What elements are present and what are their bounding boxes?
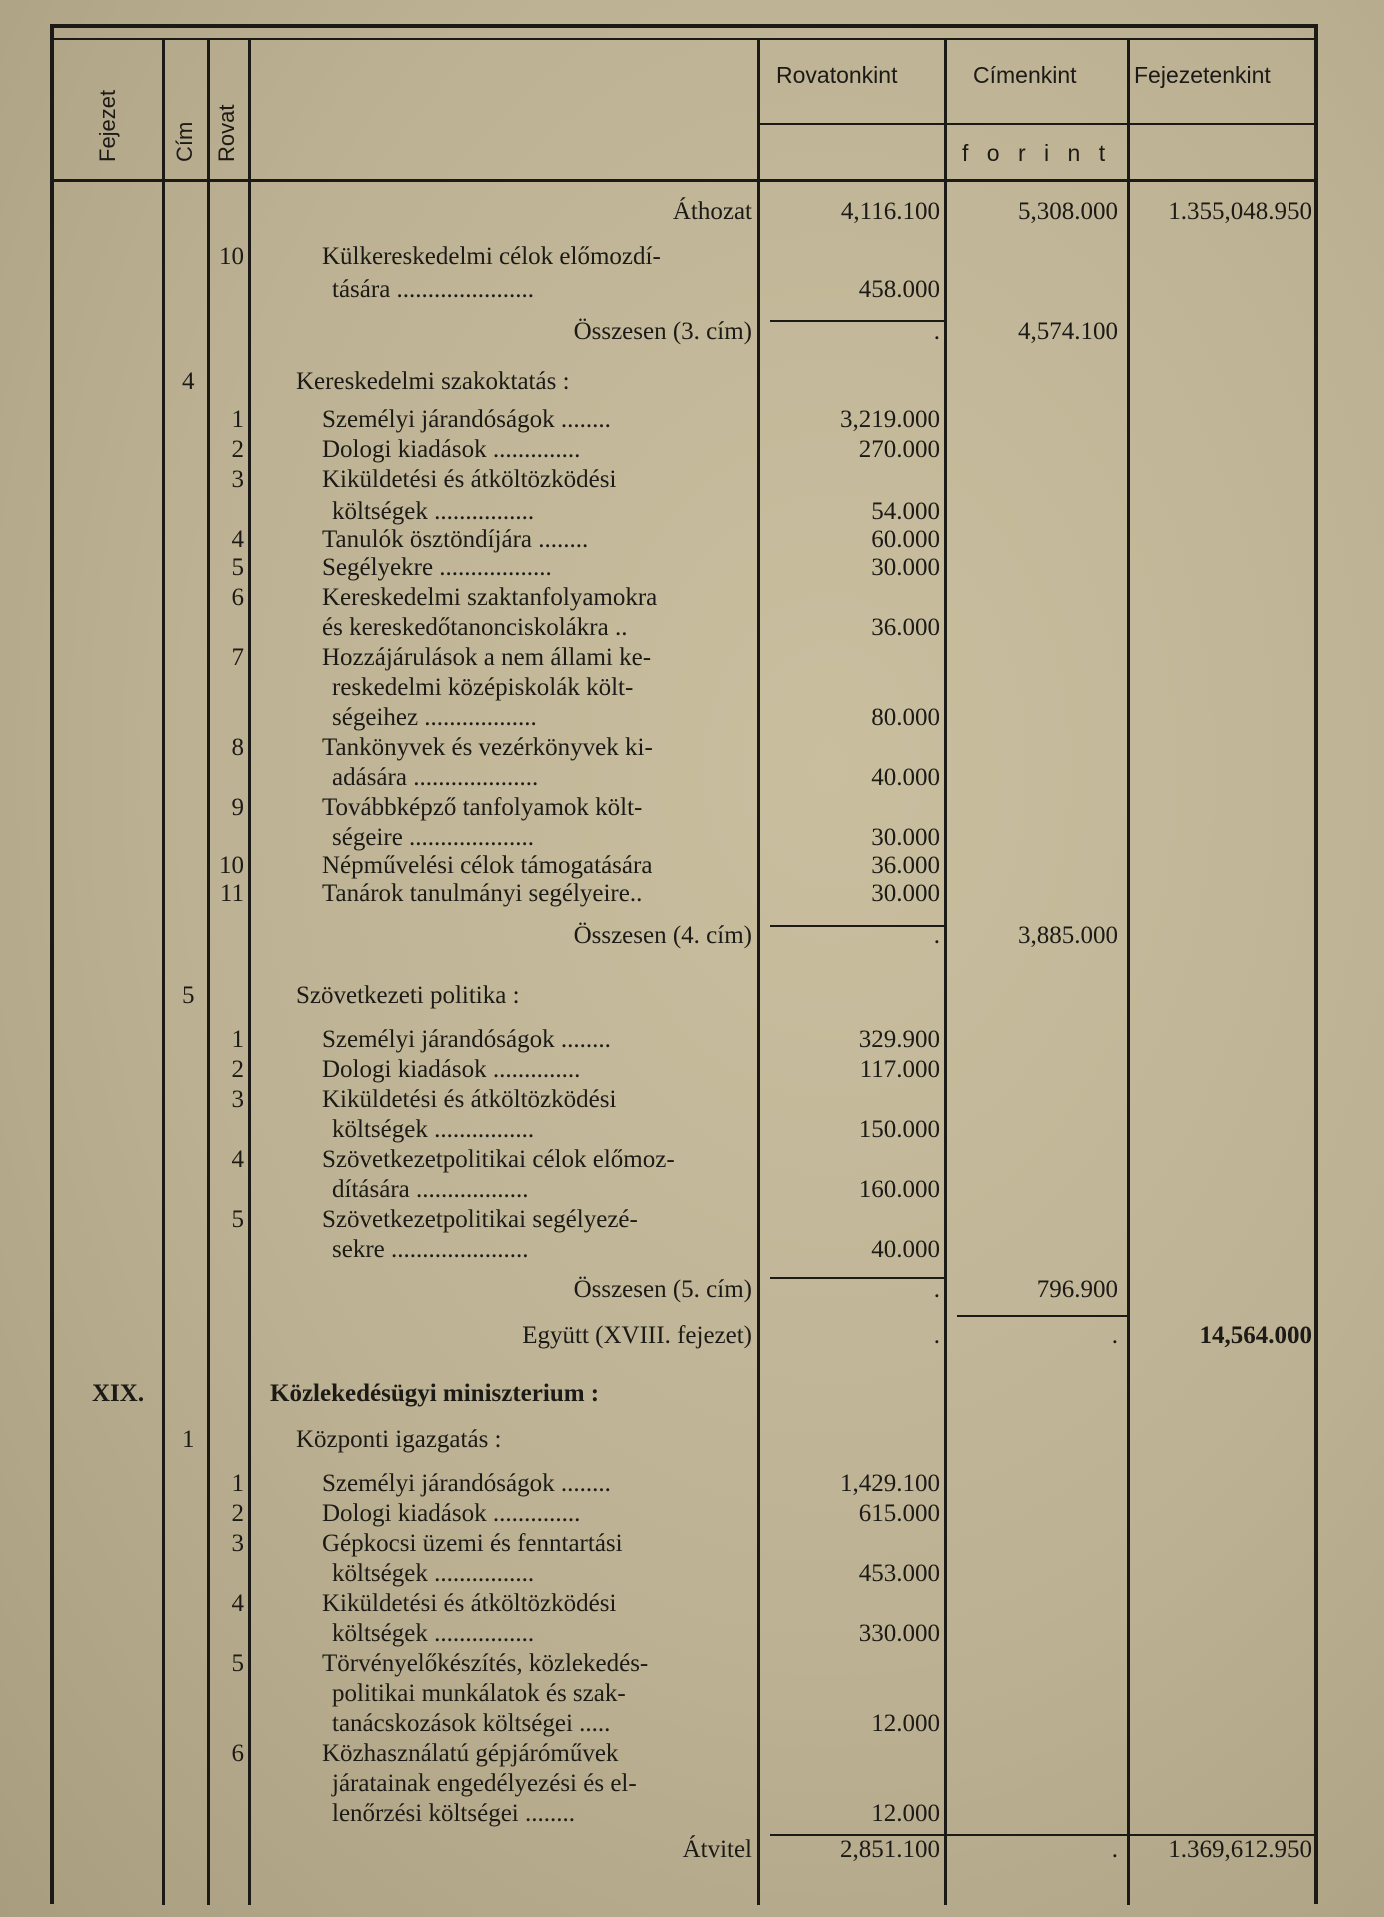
amount-cimenkint: 796.900: [1036, 1276, 1118, 1303]
item-number: 9: [231, 794, 244, 821]
table-row: [0, 1679, 1384, 1709]
row-label: Kiküldetési és átköltözködési: [322, 466, 617, 493]
table-row: [0, 1469, 1384, 1499]
row-label: Személyi járandóságok ........: [322, 1026, 611, 1053]
row-label: ségeihez ..................: [332, 704, 537, 731]
row-label: Dologi kiadások ..............: [322, 1500, 581, 1527]
amount-rovatonkint: 150.000: [858, 1116, 940, 1143]
table-row: [0, 613, 1384, 643]
table-row: [0, 823, 1384, 853]
row-label: Hozzájárulások a nem állami ke-: [322, 644, 652, 671]
row-label: lenőrzési költségei ........: [332, 1800, 575, 1827]
header-cimenkint: Címenkint: [973, 62, 1077, 88]
amount-rovatonkint: 80.000: [871, 704, 940, 731]
table-row: [0, 1589, 1384, 1619]
row-label: Tanulók ösztöndíjára ........: [322, 526, 589, 553]
item-number: 4: [231, 526, 244, 553]
table-row: [0, 1649, 1384, 1679]
row-label: Kiküldetési és átköltözködési: [322, 1590, 617, 1617]
table-row: [0, 275, 1384, 305]
table-row: [0, 1499, 1384, 1529]
header-rovatonkint: Rovatonkint: [776, 62, 898, 88]
table-row: [0, 583, 1384, 613]
table-row: [0, 1321, 1384, 1351]
row-label: Külkereskedelmi célok előmozdí-: [322, 243, 661, 270]
table-row: [0, 733, 1384, 763]
table-row: [0, 1739, 1384, 1769]
row-label: Tanárok tanulmányi segélyeire..: [322, 880, 643, 907]
row-label: politikai munkálatok és szak-: [332, 1680, 626, 1707]
table-row: [0, 1235, 1384, 1265]
amount-rovatonkint: .: [933, 1276, 940, 1303]
table-row: [0, 197, 1384, 227]
table-row: [0, 1055, 1384, 1085]
row-label: Összesen (3. cím): [573, 318, 752, 345]
table-row: [0, 1115, 1384, 1145]
item-number: 5: [231, 554, 244, 581]
amount-rovatonkint: 12.000: [871, 1710, 940, 1737]
title-number: 4: [182, 368, 195, 395]
table-row: [0, 317, 1384, 347]
amount-cimenkint: .: [1111, 1322, 1118, 1349]
chapter-number: XIX.: [92, 1380, 145, 1407]
table-row: [0, 793, 1384, 823]
row-label: Közhasználatú gépjáróművek: [322, 1740, 619, 1767]
row-label: Szövetkezeti politika :: [296, 982, 520, 1009]
table-row: [0, 1799, 1384, 1829]
item-number: 3: [231, 466, 244, 493]
table-row: [0, 851, 1384, 881]
amount-rovatonkint: 60.000: [871, 526, 940, 553]
amount-rovatonkint: 30.000: [871, 824, 940, 851]
row-label: Összesen (4. cím): [573, 922, 752, 949]
row-label: Dologi kiadások ..............: [322, 436, 581, 463]
table-row: [0, 367, 1384, 397]
row-label: Szövetkezetpolitikai segélyezé-: [322, 1206, 638, 1233]
table-row: [0, 1145, 1384, 1175]
amount-cimenkint: .: [1111, 1836, 1118, 1863]
row-label: költségek ................: [332, 498, 535, 525]
table-row: [0, 405, 1384, 435]
item-number: 8: [231, 734, 244, 761]
table-row: [0, 1205, 1384, 1235]
row-label: Összesen (5. cím): [573, 1276, 752, 1303]
amount-rovatonkint: 3,219.000: [840, 406, 940, 433]
amount-rovatonkint: 40.000: [871, 764, 940, 791]
amount-rovatonkint: 36.000: [871, 852, 940, 879]
table-row: [0, 673, 1384, 703]
table-row: [0, 703, 1384, 733]
item-number: 5: [231, 1650, 244, 1677]
table-row: [0, 1275, 1384, 1305]
amount-rovatonkint: 330.000: [858, 1620, 940, 1647]
amount-rovatonkint: 329.900: [858, 1026, 940, 1053]
amount-rovatonkint: 160.000: [858, 1176, 940, 1203]
rule-unit: [757, 123, 1314, 125]
item-number: 5: [231, 1206, 244, 1233]
table-row: [0, 1025, 1384, 1055]
amount-rovatonkint: .: [933, 1322, 940, 1349]
table-row: [0, 465, 1384, 495]
row-label: reskedelmi középiskolák költ-: [332, 674, 634, 701]
table-row: [0, 553, 1384, 583]
title-number: 5: [182, 982, 195, 1009]
amount-rovatonkint: .: [933, 922, 940, 949]
item-number: 10: [219, 243, 244, 270]
row-label: Gépkocsi üzemi és fenntartási: [322, 1530, 623, 1557]
amount-rovatonkint: 117.000: [859, 1056, 940, 1083]
item-number: 1: [231, 1470, 244, 1497]
table-row: [0, 1379, 1384, 1409]
title-number: 1: [182, 1426, 195, 1453]
row-label: Kereskedelmi szaktanfolyamokra: [322, 584, 658, 611]
row-label: sekre ......................: [332, 1236, 529, 1263]
amount-rovatonkint: 270.000: [858, 436, 940, 463]
amount-cimenkint: 4,574.100: [1018, 318, 1118, 345]
row-label: Kereskedelmi szakoktatás :: [296, 368, 570, 395]
table-row: [0, 1425, 1384, 1455]
row-label: Közlekedésügyi miniszterium :: [270, 1380, 600, 1407]
table-row: [0, 981, 1384, 1011]
rule-header-bottom: [54, 179, 1316, 182]
table-row: [0, 1769, 1384, 1799]
row-label: költségek ................: [332, 1560, 535, 1587]
amount-cimenkint: 3,885.000: [1018, 922, 1118, 949]
table-row: [0, 497, 1384, 527]
row-label: Továbbképző tanfolyamok költ-: [322, 794, 643, 821]
row-label: dítására ..................: [332, 1176, 529, 1203]
row-label: Tankönyvek és vezérkönyvek ki-: [322, 734, 653, 761]
amount-fejezetenkint: 1.369,612.950: [1168, 1836, 1312, 1863]
amount-rovatonkint: 458.000: [858, 276, 940, 303]
table-row: [0, 1175, 1384, 1205]
item-number: 2: [231, 1056, 244, 1083]
table-row: [0, 242, 1384, 272]
amount-rovatonkint: 4,116.100: [840, 198, 940, 225]
amount-rovatonkint: 40.000: [871, 1236, 940, 1263]
amount-rovatonkint: .: [933, 318, 940, 345]
amount-rovatonkint: 12.000: [871, 1800, 940, 1827]
table-row: [0, 525, 1384, 555]
item-number: 7: [231, 644, 244, 671]
row-label: Átvitel: [682, 1836, 752, 1863]
row-label: Személyi járandóságok ........: [322, 1470, 611, 1497]
header-unit: f o r i n t: [962, 140, 1112, 166]
item-number: 10: [219, 852, 244, 879]
item-number: 3: [231, 1530, 244, 1557]
header-rovat: Rovat: [214, 104, 239, 162]
row-label: adására ....................: [332, 764, 539, 791]
amount-rovatonkint: 30.000: [871, 554, 940, 581]
amount-rovatonkint: 453.000: [858, 1560, 940, 1587]
row-label: Törvényelőkészítés, közlekedés-: [322, 1650, 649, 1677]
item-number: 3: [231, 1086, 244, 1113]
amount-rovatonkint: 36.000: [871, 614, 940, 641]
amount-rovatonkint: 615.000: [858, 1500, 940, 1527]
table-row: [0, 643, 1384, 673]
row-label: Együtt (XVIII. fejezet): [522, 1322, 752, 1349]
row-label: Áthozat: [672, 198, 752, 225]
row-label: Kiküldetési és átköltözködési: [322, 1086, 617, 1113]
row-label: tanácskozások költségei .....: [332, 1710, 611, 1737]
header-fejezet: Fejezet: [95, 89, 120, 162]
item-number: 1: [231, 406, 244, 433]
header-cim: Cím: [172, 121, 197, 162]
rule-sum-5b: [957, 1315, 1127, 1317]
table-row: [0, 1709, 1384, 1739]
row-label: Központi igazgatás :: [296, 1426, 502, 1453]
row-label: költségek ................: [332, 1620, 535, 1647]
amount-fejezetenkint: 14,564.000: [1199, 1322, 1312, 1349]
item-number: 6: [231, 584, 244, 611]
row-label: költségek ................: [332, 1116, 535, 1143]
row-label: járatainak engedélyezési és el-: [332, 1770, 637, 1797]
item-number: 2: [231, 436, 244, 463]
row-label: Segélyekre ..................: [322, 554, 552, 581]
row-label: ségeire ....................: [332, 824, 535, 851]
amount-rovatonkint: 54.000: [871, 498, 940, 525]
table-row: [0, 763, 1384, 793]
amount-rovatonkint: 2,851.100: [840, 1836, 940, 1863]
table-row: [0, 921, 1384, 951]
table-row: [0, 435, 1384, 465]
table-row: [0, 1559, 1384, 1589]
item-number: 1: [231, 1026, 244, 1053]
item-number: 11: [219, 880, 244, 907]
rule-header-top: [50, 38, 1318, 40]
amount-cimenkint: 5,308.000: [1018, 198, 1118, 225]
item-number: 2: [231, 1500, 244, 1527]
row-label: Népművelési célok támogatására: [322, 852, 653, 879]
header-fejezetenkint: Fejezetenkint: [1134, 62, 1271, 88]
item-number: 4: [231, 1146, 244, 1173]
table-row: [0, 1529, 1384, 1559]
row-label: Személyi járandóságok ........: [322, 406, 611, 433]
item-number: 4: [231, 1590, 244, 1617]
amount-rovatonkint: 30.000: [871, 880, 940, 907]
row-label: és kereskedőtanonciskolákra ..: [322, 614, 628, 641]
table-row: [0, 879, 1384, 909]
table-row: [0, 1619, 1384, 1649]
table-row: [0, 1085, 1384, 1115]
amount-fejezetenkint: 1.355,048.950: [1168, 198, 1312, 225]
amount-rovatonkint: 1,429.100: [840, 1470, 940, 1497]
row-label: Szövetkezetpolitikai célok előmoz-: [322, 1146, 675, 1173]
item-number: 6: [231, 1740, 244, 1767]
row-label: Dologi kiadások ..............: [322, 1056, 581, 1083]
row-label: tására ......................: [332, 276, 535, 303]
table-row: [0, 1835, 1384, 1865]
